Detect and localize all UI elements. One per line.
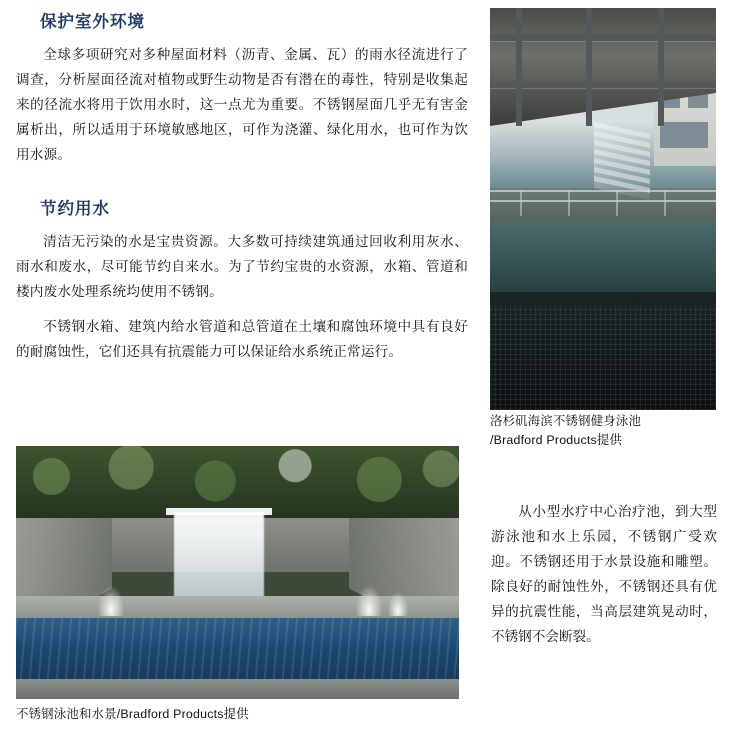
- rail-post: [568, 190, 570, 216]
- figure-pool-los-angeles-caption: [490, 412, 722, 450]
- mesh-screen: [490, 306, 716, 410]
- fountain-jet: [356, 586, 382, 616]
- lap-pool-water: [490, 222, 716, 294]
- figure-pool-waterfeature-image: [16, 446, 459, 699]
- pool-water: [16, 618, 459, 684]
- foreground-deck: [16, 679, 459, 699]
- paragraph-outdoor-environment-1: 全球多项研究对多种屋面材料（沥青、金属、瓦）的雨水径流进行了调查，分析屋面径流对植物或野生动物是否有潜在的毒性，特别是收集起来的径流水将用于饮用水时，这一点尤为重要。不锈钢屋面几乎无有害金属析出，所以适用于环境敏感地区，可作为浇灌、绿化用水，也可作为饮用水源。: [16, 47, 468, 162]
- paragraph-water-saving-1: 清洁无污染的水是宝贵资源。大多数可持续建筑通过回收利用灰水、雨水和废水，尽可能节约自来水。为了节约宝贵的水资源，水箱、管道和楼内废水处理系统均使用不锈钢。: [16, 234, 468, 299]
- paragraph-water-saving-2: 不锈钢水箱、建筑内给水管道和总管道在土壤和腐蚀环境中具有良好的耐腐蚀性，它们还具有抗震能力可以保证给水系统正常运行。: [16, 319, 468, 359]
- sheet-waterfall: [174, 512, 264, 604]
- paragraph-right-column: 从小型水疗中心治疗池，到大型游泳池和水上乐园，不锈钢广受欢迎。不锈钢还用于水景设施和雕塑。除良好的耐蚀性外，不锈钢还具有优异的抗震性能，当高层建筑晃动时，不锈钢不会断裂。: [491, 503, 717, 644]
- left-text-column: [16, 8, 468, 374]
- caption-line-2: /Bradford Products提供: [490, 433, 623, 447]
- rail-post: [616, 190, 618, 216]
- structural-beam: [490, 34, 716, 41]
- structural-column: [516, 8, 522, 126]
- stairway: [594, 122, 650, 200]
- fountain-jet: [98, 586, 124, 616]
- figure-pool-los-angeles-image: [490, 8, 716, 410]
- section-heading-outdoor-environment: 保护室外环境: [40, 13, 145, 31]
- structural-column: [586, 8, 592, 126]
- fountain-jet: [388, 592, 408, 616]
- structural-beam: [490, 82, 716, 88]
- caption-line-1: 洛杉矶海滨不锈钢健身泳池: [490, 414, 642, 428]
- figure-pool-waterfeature-caption: 不锈钢泳池和水景/Bradford Products提供: [16, 707, 249, 721]
- guard-rail: [490, 190, 716, 192]
- rail-post: [664, 190, 666, 216]
- structural-column: [658, 8, 664, 126]
- section-heading-water-saving: 节约用水: [40, 200, 110, 218]
- rail-post: [520, 190, 522, 216]
- guard-rail: [490, 200, 716, 202]
